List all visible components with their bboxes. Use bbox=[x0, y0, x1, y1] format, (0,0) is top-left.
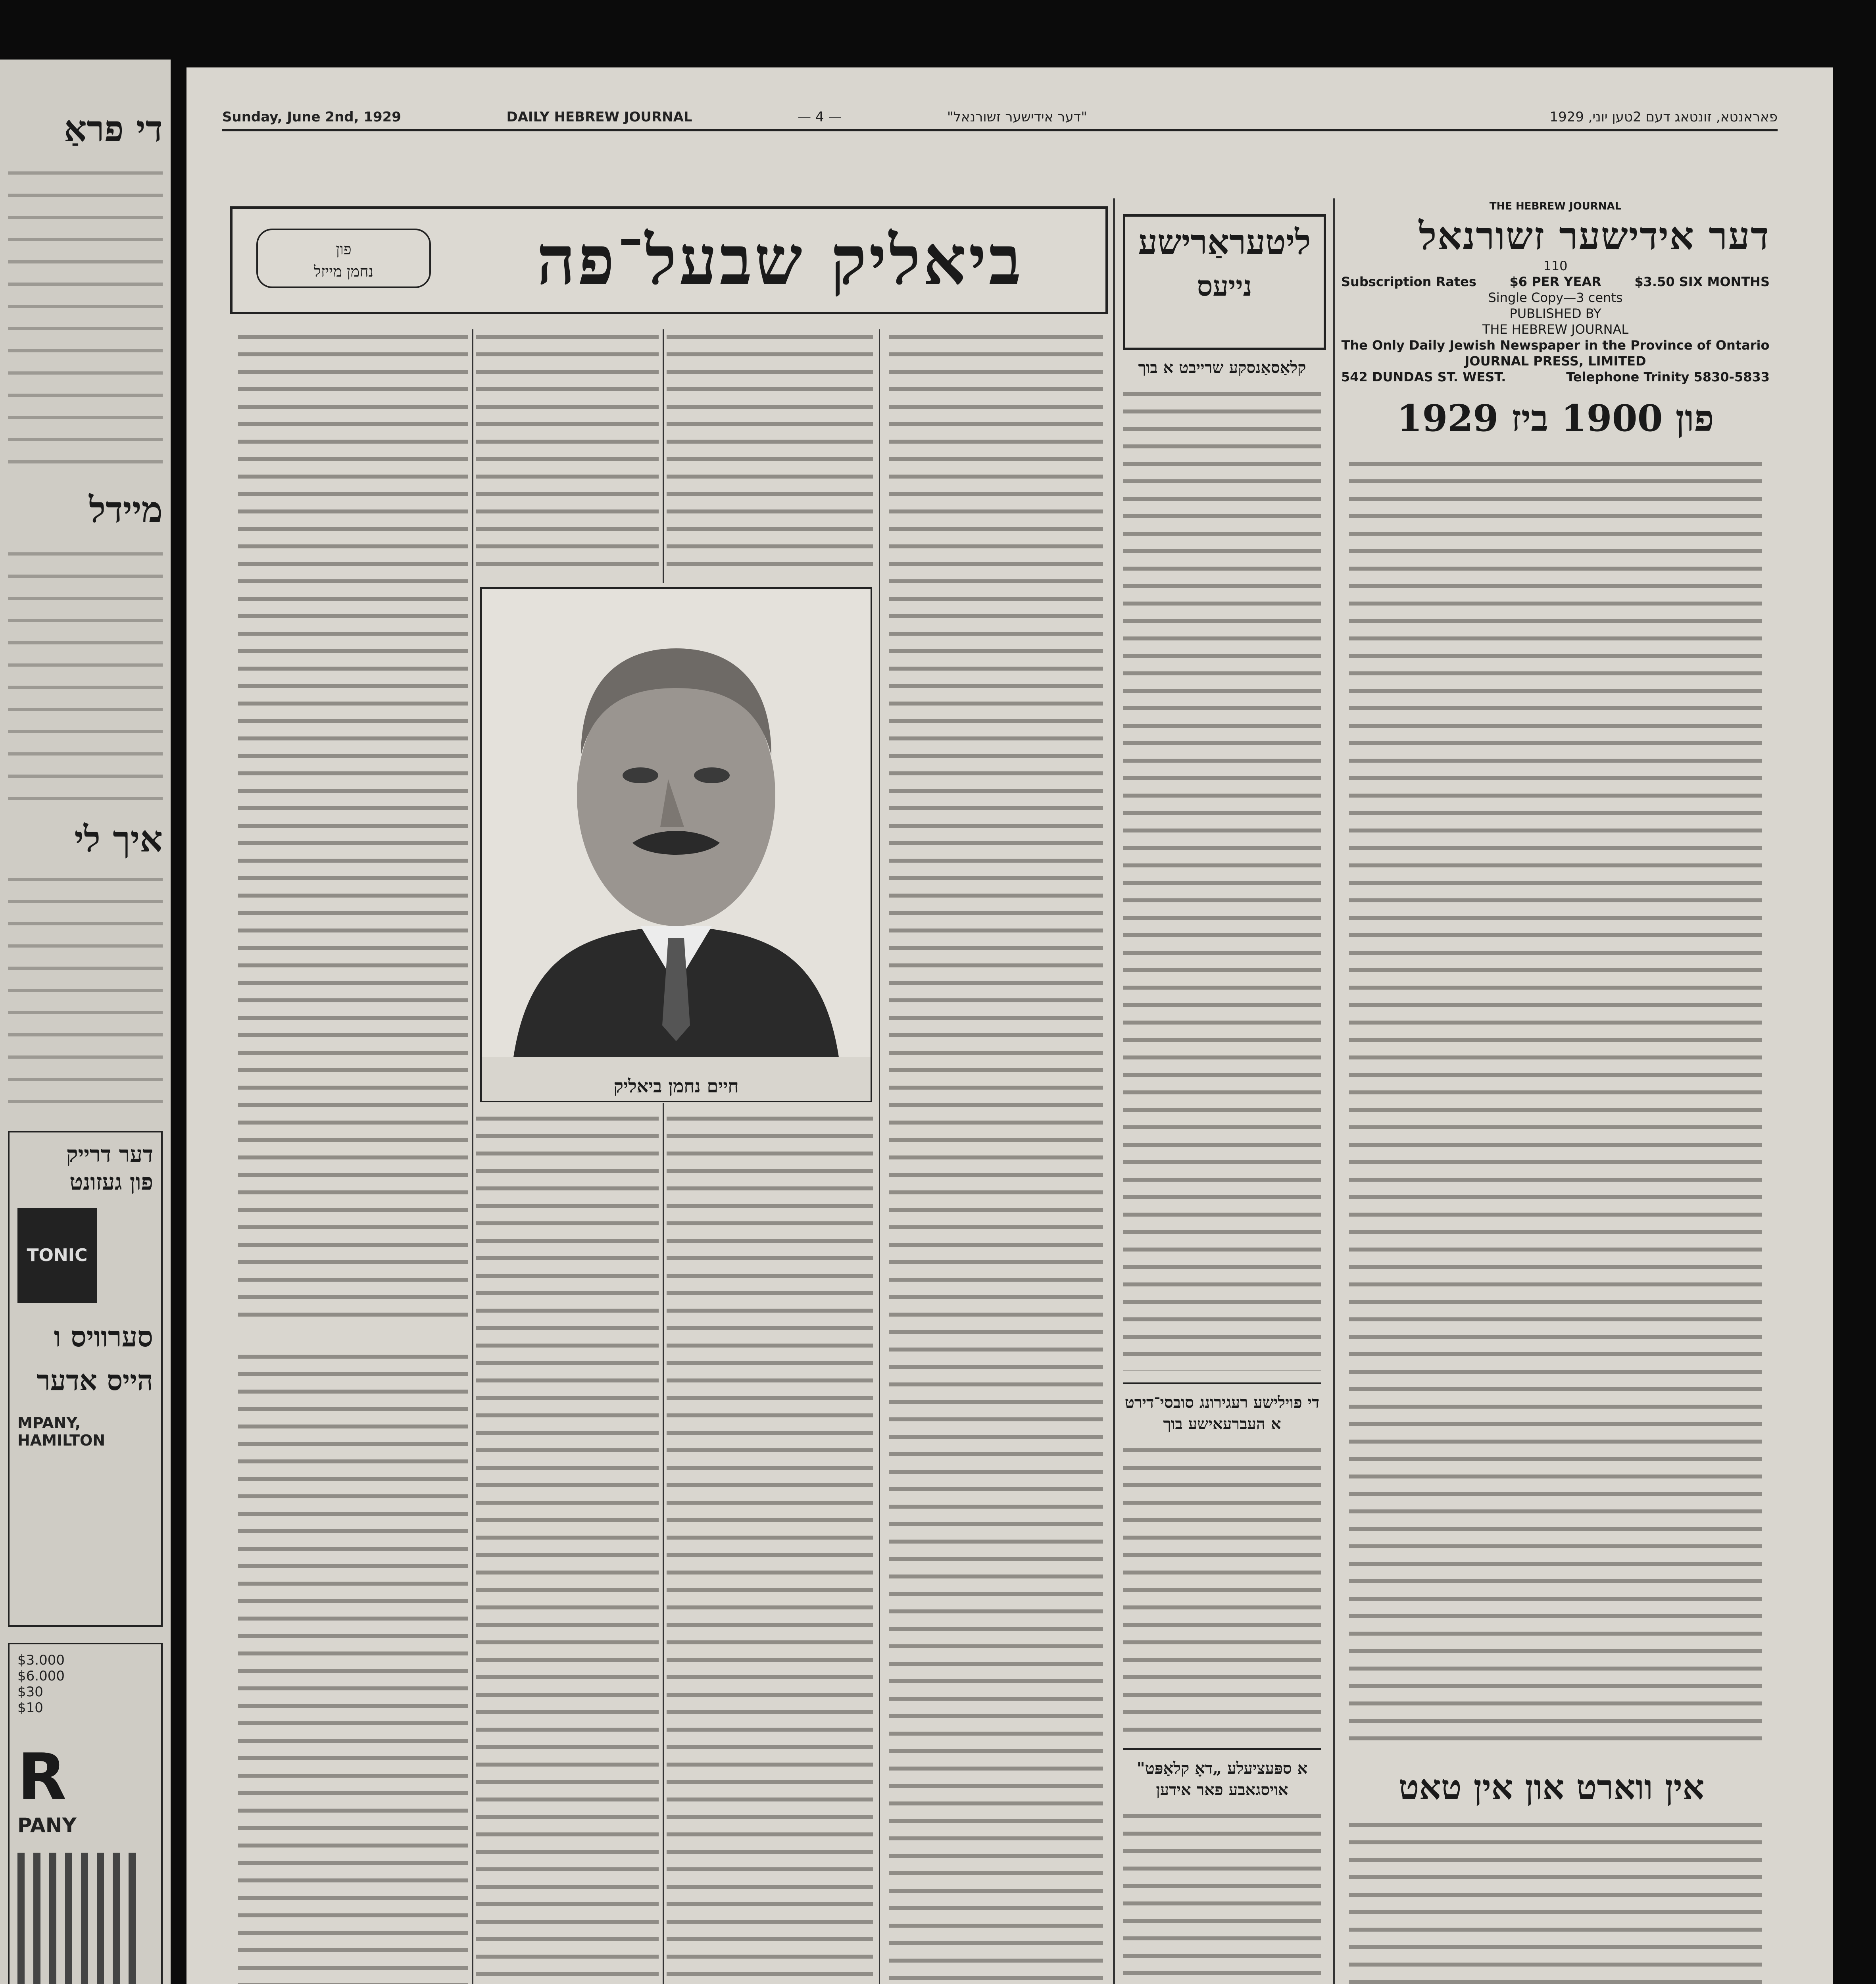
tonic-advertisement bbox=[8, 1131, 163, 1627]
masthead-tagline: The Only Daily Jewish Newspaper in the Province of Ontario bbox=[1341, 338, 1770, 353]
main-article-column-4-top bbox=[238, 329, 468, 1329]
left-strip-heading-1: די פראַ bbox=[63, 108, 163, 150]
in-word-and-deed-heading: אין ווארט און אין טאט bbox=[1398, 1767, 1705, 1807]
literary-news-text bbox=[1123, 1809, 1321, 1984]
masthead bbox=[1341, 198, 1770, 397]
headline-1900-1929: פון 1900 ביז 1929 bbox=[1397, 397, 1714, 440]
literary-news-title-2: נייעס bbox=[1197, 269, 1252, 302]
left-strip-text-block bbox=[8, 163, 163, 472]
byline-author: נחמן מייזל bbox=[314, 263, 373, 280]
main-headline: ביאליק שבעל־פה bbox=[536, 221, 1024, 300]
literary-subhead-2: די פוילישע רעגירונג סובסי־דירט א העברעאישע בוך bbox=[1123, 1382, 1321, 1435]
ad-line: פון געזונט bbox=[69, 1169, 153, 1195]
portrait-image bbox=[482, 589, 871, 1057]
byline bbox=[256, 229, 431, 288]
column-rule bbox=[1113, 198, 1115, 1984]
main-article-column-1 bbox=[889, 329, 1103, 1984]
masthead-yiddish-title: דער אידישער זשורנאל bbox=[1419, 213, 1770, 258]
per-year-price: $6 PER YEAR bbox=[1509, 274, 1601, 289]
left-strip-heading-2: מיידל bbox=[89, 489, 163, 531]
left-strip-column bbox=[8, 107, 163, 1984]
main-article-column-3-top bbox=[476, 329, 659, 575]
bialik-portrait bbox=[480, 587, 872, 1102]
left-strip-heading-3: איך לי bbox=[74, 818, 163, 860]
folio-yiddish-title: "דער אידישער זשורנאל" bbox=[947, 109, 1087, 125]
subscription-rates-label: Subscription Rates bbox=[1341, 274, 1476, 289]
folio-yiddish-date: פאראנטא, זונטאג דעם 2טען יוני, 1929 bbox=[1549, 109, 1778, 125]
editorial-column-text bbox=[1349, 456, 1762, 1750]
main-headline-box bbox=[230, 206, 1108, 314]
ad-line: הייס אדער bbox=[37, 1364, 153, 1397]
main-article-column-2-bottom bbox=[667, 1111, 873, 1984]
folio-date: Sunday, June 2nd, 1929 bbox=[222, 109, 401, 125]
column-rule bbox=[1333, 198, 1335, 1984]
published-by-label: PUBLISHED BY bbox=[1509, 306, 1601, 321]
press-name: JOURNAL PRESS, LIMITED bbox=[1465, 354, 1646, 369]
column-rule bbox=[472, 329, 473, 1984]
literary-news-title-1: ליטעראַרישע bbox=[1138, 222, 1311, 262]
price-advertisement bbox=[8, 1643, 163, 1984]
price-line: $30 bbox=[17, 1684, 43, 1700]
left-strip-text-block bbox=[8, 869, 163, 1115]
left-strip-text-block bbox=[8, 544, 163, 806]
literary-subhead-3: א ספּעציעלע „דאָ קלאַפּט" אויסגאבע פאר אידען bbox=[1123, 1748, 1321, 1801]
masthead-address: 542 DUNDAS ST. WEST. bbox=[1341, 369, 1506, 384]
price-line: $10 bbox=[17, 1700, 43, 1716]
masthead-small-label: THE HEBREW JOURNAL bbox=[1489, 200, 1622, 212]
building-illustration bbox=[17, 1853, 136, 1984]
ad-big-letter: R bbox=[17, 1740, 67, 1814]
publisher-name: THE HEBREW JOURNAL bbox=[1482, 322, 1629, 337]
byline-from: פון bbox=[336, 240, 352, 258]
ad-company-name: PANY bbox=[17, 1814, 77, 1837]
main-article-column-4-bottom bbox=[238, 1349, 468, 1984]
folio-page-number: — 4 — bbox=[798, 109, 842, 125]
photo-caption: חיים נחמן ביאליק bbox=[613, 1075, 739, 1097]
column-rule bbox=[879, 329, 880, 1984]
main-article-column-2-top bbox=[667, 329, 873, 575]
six-months-price: $3.50 SIX MONTHS bbox=[1634, 274, 1770, 289]
ad-line: דער דרייק bbox=[66, 1141, 153, 1167]
literary-news-text bbox=[1123, 1443, 1321, 1736]
tonic-can-image: TONIC bbox=[17, 1208, 97, 1303]
literary-subhead-1: קלאַסאַנסקע שרייבט א בוך bbox=[1138, 358, 1306, 377]
folio-title: DAILY HEBREW JOURNAL bbox=[506, 109, 692, 125]
masthead-number: 110 bbox=[1543, 258, 1568, 273]
price-line: $3.000 bbox=[17, 1652, 65, 1668]
editorial-column-text-2 bbox=[1349, 1817, 1762, 1984]
folio-line bbox=[222, 105, 1778, 131]
literary-news-column bbox=[1123, 357, 1321, 1984]
main-article-column-3-bottom bbox=[476, 1111, 659, 1984]
single-copy-price: Single Copy—3 cents bbox=[1488, 290, 1623, 305]
literary-news-box bbox=[1123, 214, 1326, 350]
ad-company-name: MPANY, HAMILTON bbox=[17, 1414, 106, 1449]
masthead-telephone: Telephone Trinity 5830-5833 bbox=[1566, 369, 1770, 384]
column-rule bbox=[663, 329, 664, 583]
left-page-strip bbox=[0, 60, 171, 1984]
literary-news-text bbox=[1123, 386, 1321, 1371]
column-rule bbox=[663, 1103, 664, 1984]
ad-line: סערוויס ו bbox=[54, 1320, 153, 1353]
price-line: $6.000 bbox=[17, 1668, 65, 1684]
